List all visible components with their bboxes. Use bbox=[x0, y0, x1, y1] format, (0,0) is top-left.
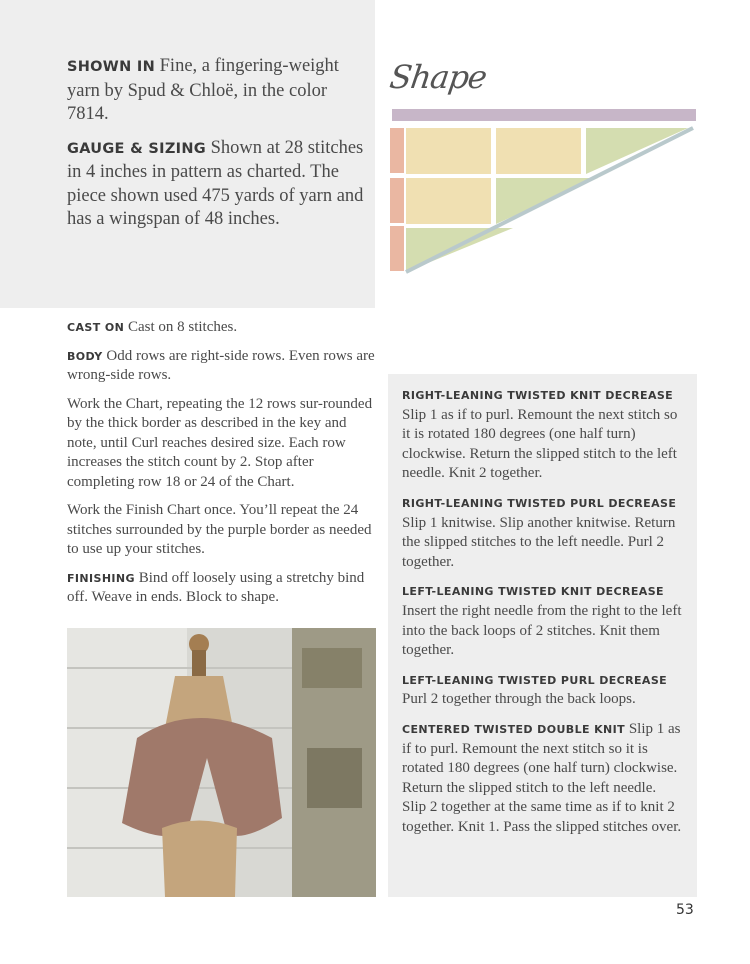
glossary-definition: Slip 1 knitwise. Slip another knitwise. Return the slipped stitches to the left needle. Purl 2 together. bbox=[402, 514, 676, 570]
glossary-item bbox=[402, 671, 684, 710]
cast-on-text: Cast on 8 stitches. bbox=[124, 319, 238, 335]
gauge-label: GAUGE & SIZING bbox=[67, 140, 206, 157]
glossary-item bbox=[402, 386, 684, 484]
page-number: 53 bbox=[676, 902, 694, 918]
finish-chart-paragraph: Work the Finish Chart once. You’ll repeat the 24 stitches surrounded by the purple border as needed to use up your stitches. bbox=[67, 502, 372, 557]
stitch-glossary bbox=[402, 386, 684, 847]
cast-on-label: CAST ON bbox=[67, 321, 125, 334]
finishing-label: FINISHING bbox=[67, 571, 135, 585]
shown-in-paragraph bbox=[67, 55, 367, 127]
glossary-definition: Insert the right needle from the right to the left into the back loops of 2 stitches. Knit them together. bbox=[402, 602, 682, 659]
shape-title: Shape bbox=[387, 58, 489, 96]
glossary-item bbox=[402, 582, 684, 660]
body-text: Odd rows are right-side rows. Even rows are wrong-side rows. bbox=[67, 347, 375, 383]
glossary-definition: Purl 2 together through the back loops. bbox=[402, 691, 636, 708]
body-paragraph bbox=[67, 347, 377, 386]
shown-in-label: SHOWN IN bbox=[67, 59, 156, 75]
shown-in-text: Fine, a fingering-weight yarn by Spud & Chloë, in the color 7814. bbox=[67, 56, 339, 124]
glossary-term: LEFT-LEANING TWISTED KNIT DECREASE bbox=[402, 585, 664, 599]
glossary-definition: Slip 1 as if to purl. Remount the next stitch so it is rotated 180 degrees (one half turn) clockwise. Return the slipped stitch to the left needle. Slip 2 together at the same time as if to knit 2 together. Knit 1. Pass the slipped stitches over. bbox=[402, 720, 682, 835]
stitch-glossary-panel bbox=[388, 374, 697, 897]
shawl-photo bbox=[67, 628, 376, 897]
chart-paragraph: Work the Chart, repeating the 12 rows sur-rounded by the thick border as described in the key and note, until Curl reaches desired size. Each row increases the stitch count by 2. Stop after completing row 18 or 24 of the Chart. bbox=[67, 395, 373, 490]
gauge-text: Shown at 28 stitches in 4 inches in pattern as charted. The piece shown used 475 yards of yarn and has a wingspan of 48 inches. bbox=[67, 137, 364, 229]
glossary-term: CENTERED TWISTED DOUBLE KNIT bbox=[402, 722, 626, 736]
glossary-term: RIGHT-LEANING TWISTED KNIT DECREASE bbox=[402, 389, 674, 402]
glossary-term: LEFT-LEANING TWISTED PURL DECREASE bbox=[402, 673, 668, 687]
finishing-text: Bind off loosely using a stretchy bind off. Weave in ends. Block to shape. bbox=[67, 569, 365, 605]
instructions-column bbox=[67, 318, 377, 617]
cast-on-paragraph bbox=[67, 318, 377, 338]
top-info-text bbox=[67, 55, 367, 242]
glossary-item bbox=[402, 720, 684, 838]
shape-diagram bbox=[388, 104, 698, 274]
glossary-item bbox=[402, 494, 684, 572]
gauge-paragraph bbox=[67, 137, 367, 232]
glossary-term: RIGHT-LEANING TWISTED PURL DECREASE bbox=[402, 496, 677, 510]
glossary-definition: Slip 1 as if to purl. Remount the next stitch so it is rotated 180 degrees (one half turn) clockwise. Return the slipped stitch to the left needle. Knit 2 together. bbox=[402, 406, 678, 482]
body-label: BODY bbox=[67, 349, 103, 363]
finishing-paragraph bbox=[67, 569, 377, 608]
